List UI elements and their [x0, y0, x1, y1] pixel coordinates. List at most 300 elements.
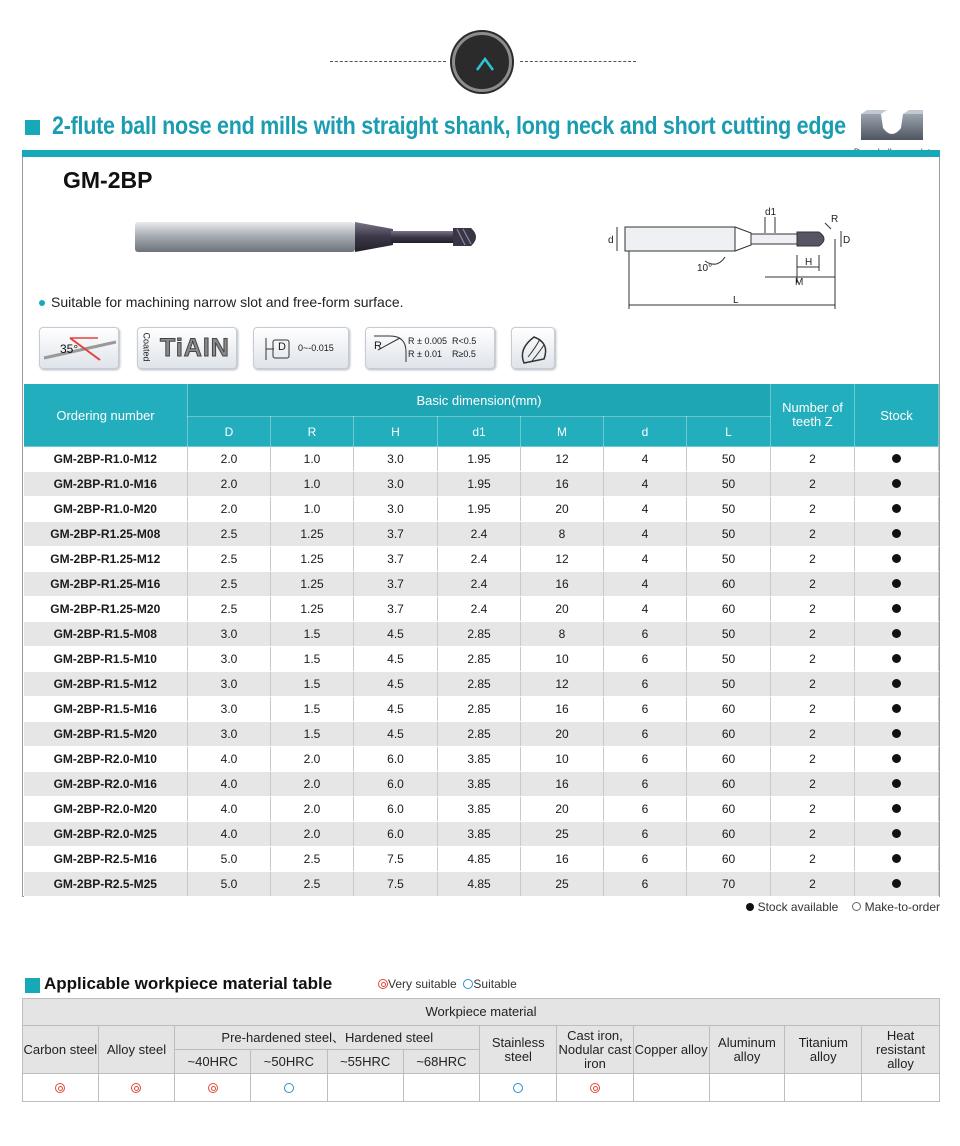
- cell-d1: 2.4: [438, 572, 521, 597]
- cell-m: 16: [521, 697, 604, 722]
- rating-cell: [23, 1074, 99, 1102]
- cell-h: 4.5: [354, 672, 438, 697]
- diameter-tolerance-badge: [253, 327, 349, 369]
- ball-nose-badge: [511, 327, 555, 369]
- cell-d: 3.0: [188, 697, 271, 722]
- cell-r: 2.0: [271, 797, 354, 822]
- cell-m: 25: [521, 822, 604, 847]
- very-suitable-icon: [55, 1083, 65, 1093]
- cell-r: 2.5: [271, 847, 354, 872]
- cell-d: 5.0: [188, 872, 271, 897]
- helix-angle-text: 35°: [60, 342, 79, 356]
- col-d-small: d: [604, 417, 687, 447]
- cell-d: 4.0: [188, 747, 271, 772]
- col-h: H: [354, 417, 438, 447]
- radius-tolerance-2: R ± 0.01 R≥0.5: [408, 349, 476, 359]
- cell-d: 2.5: [188, 572, 271, 597]
- cell-m: 20: [521, 722, 604, 747]
- mat-cast: Cast iron, Nodular cast iron: [557, 1026, 634, 1074]
- cell-h: 3.0: [354, 497, 438, 522]
- table-row: [24, 647, 939, 672]
- cell-h: 7.5: [354, 847, 438, 872]
- rating-cell: [403, 1074, 480, 1102]
- stock-available-icon: [892, 679, 901, 688]
- cell-z: 2: [771, 572, 855, 597]
- rating-cell: [251, 1074, 328, 1102]
- suitable-label: Suitable: [473, 977, 517, 991]
- stock-cell: [855, 797, 939, 822]
- chevron-up-icon: [470, 50, 500, 80]
- stock-cell: [855, 847, 939, 872]
- cell-d1: 2.4: [438, 522, 521, 547]
- diameter-label: D: [278, 341, 286, 353]
- stock-available-icon: [892, 579, 901, 588]
- cell-z: 2: [771, 522, 855, 547]
- cell-d1: 3.85: [438, 822, 521, 847]
- cell-z: 2: [771, 647, 855, 672]
- mat-alloy: Alloy steel: [98, 1026, 175, 1074]
- cell-m: 12: [521, 672, 604, 697]
- ball-nose-icon: [514, 329, 554, 369]
- mat-h68: ~68HRC: [403, 1050, 480, 1074]
- cell-d: 6: [604, 847, 687, 872]
- suitable-text: Suitable for machining narrow slot and free-form surface.: [51, 294, 404, 310]
- cell-m: 16: [521, 572, 604, 597]
- cell-l: 50: [687, 672, 771, 697]
- cell-h: 4.5: [354, 722, 438, 747]
- rating-cell: [175, 1074, 251, 1102]
- spec-table: [23, 383, 939, 897]
- cell-d: 4: [604, 447, 687, 472]
- stock-available-label: Stock available: [757, 900, 839, 914]
- coating-badge: [137, 327, 237, 369]
- table-row: [24, 847, 939, 872]
- rating-cell: [327, 1074, 403, 1102]
- cell-l: 60: [687, 747, 771, 772]
- suitable-icon: [513, 1083, 523, 1093]
- cell-d1: 4.85: [438, 847, 521, 872]
- cell-d1: 2.85: [438, 697, 521, 722]
- cell-l: 60: [687, 572, 771, 597]
- top-nav: [0, 30, 960, 94]
- make-to-order-label: Make-to-order: [864, 900, 940, 914]
- cell-r: 1.25: [271, 597, 354, 622]
- cell-d1: 2.85: [438, 622, 521, 647]
- cell-d1: 3.85: [438, 772, 521, 797]
- cell-m: 12: [521, 447, 604, 472]
- mat-aluminum: Aluminum alloy: [709, 1026, 785, 1074]
- cell-d: 6: [604, 697, 687, 722]
- cell-z: 2: [771, 447, 855, 472]
- cell-m: 8: [521, 522, 604, 547]
- cell-m: 16: [521, 472, 604, 497]
- material-header: Workpiece material: [23, 999, 940, 1026]
- table-row: [24, 722, 939, 747]
- cell-d: 4: [604, 572, 687, 597]
- cell-d1: 1.95: [438, 497, 521, 522]
- cell-z: 2: [771, 822, 855, 847]
- rating-cell: [633, 1074, 709, 1102]
- cell-l: 60: [687, 822, 771, 847]
- cell-z: 2: [771, 722, 855, 747]
- suitable-icon: [463, 979, 473, 989]
- material-legend: [378, 977, 517, 991]
- table-row: [24, 822, 939, 847]
- cell-d: 6: [604, 822, 687, 847]
- cell-d1: 1.95: [438, 447, 521, 472]
- cell-m: 8: [521, 622, 604, 647]
- cell-r: 2.0: [271, 772, 354, 797]
- diagram-label-r: R: [831, 214, 839, 225]
- square-bullet-icon: [25, 120, 40, 135]
- table-row: [24, 772, 939, 797]
- suitable-icon: [284, 1083, 294, 1093]
- scroll-up-button[interactable]: [452, 32, 512, 92]
- material-table: [22, 998, 940, 1102]
- stock-cell: [855, 597, 939, 622]
- cell-r: 1.5: [271, 647, 354, 672]
- stock-available-icon: [892, 479, 901, 488]
- cell-d1: 1.95: [438, 472, 521, 497]
- cell-r: 1.25: [271, 572, 354, 597]
- cell-d: 3.0: [188, 672, 271, 697]
- cell-m: 10: [521, 747, 604, 772]
- ordering-number: GM-2BP-R1.5-M16: [24, 697, 188, 722]
- cell-r: 1.5: [271, 722, 354, 747]
- mat-h40: ~40HRC: [175, 1050, 251, 1074]
- cell-h: 6.0: [354, 822, 438, 847]
- page-title: 2-flute ball nose end mills with straight shank, long neck and short cutting edge: [52, 112, 846, 140]
- cell-m: 20: [521, 597, 604, 622]
- cell-d1: 4.85: [438, 872, 521, 897]
- cell-h: 4.5: [354, 697, 438, 722]
- diagram-label-l: L: [733, 295, 739, 306]
- stock-cell: [855, 497, 939, 522]
- stock-cell: [855, 472, 939, 497]
- diagram-label-d1: d1: [765, 207, 777, 218]
- stock-cell: [855, 672, 939, 697]
- ordering-number: GM-2BP-R2.0-M20: [24, 797, 188, 822]
- col-r: R: [271, 417, 354, 447]
- square-bullet-icon: [25, 978, 40, 993]
- stock-cell: [855, 747, 939, 772]
- cell-z: 2: [771, 847, 855, 872]
- col-l: L: [687, 417, 771, 447]
- stock-cell: [855, 872, 939, 897]
- helix-angle-badge: [39, 327, 119, 369]
- cell-z: 2: [771, 547, 855, 572]
- cell-r: 1.5: [271, 622, 354, 647]
- cell-h: 3.7: [354, 597, 438, 622]
- cell-r: 1.0: [271, 472, 354, 497]
- coated-label: Coated: [141, 332, 152, 362]
- very-suitable-icon: [208, 1083, 218, 1093]
- col-d1: d1: [438, 417, 521, 447]
- stock-cell: [855, 447, 939, 472]
- cell-h: 3.0: [354, 447, 438, 472]
- cell-d: 6: [604, 672, 687, 697]
- cell-r: 2.5: [271, 872, 354, 897]
- end-mill-photo: [133, 215, 483, 259]
- table-row: [24, 447, 939, 472]
- cell-m: 20: [521, 797, 604, 822]
- cell-h: 4.5: [354, 647, 438, 672]
- ordering-number: GM-2BP-R2.0-M10: [24, 747, 188, 772]
- cell-m: 12: [521, 547, 604, 572]
- cell-h: 6.0: [354, 797, 438, 822]
- cell-l: 60: [687, 722, 771, 747]
- cell-r: 1.25: [271, 547, 354, 572]
- stock-available-icon: [892, 529, 901, 538]
- col-m: M: [521, 417, 604, 447]
- diameter-icon: [262, 334, 292, 364]
- cell-h: 6.0: [354, 772, 438, 797]
- mat-h55: ~55HRC: [327, 1050, 403, 1074]
- col-stock: Stock: [855, 384, 939, 447]
- table-row: [24, 547, 939, 572]
- stock-available-icon: [892, 704, 901, 713]
- cell-h: 3.0: [354, 472, 438, 497]
- coating-name: TiAlN: [160, 334, 230, 362]
- col-teeth: Number of teeth Z: [771, 384, 855, 447]
- spec-table-body: [24, 447, 939, 897]
- ordering-number: GM-2BP-R2.0-M25: [24, 822, 188, 847]
- material-section-header: [22, 974, 940, 996]
- cell-r: 1.25: [271, 522, 354, 547]
- diameter-tolerance: 0~-0.015: [298, 343, 334, 353]
- radius-label: R: [374, 340, 382, 352]
- ordering-number: GM-2BP-R1.25-M12: [24, 547, 188, 572]
- stock-cell: [855, 572, 939, 597]
- col-d-big: D: [188, 417, 271, 447]
- ordering-number: GM-2BP-R1.25-M08: [24, 522, 188, 547]
- cell-d: 4.0: [188, 822, 271, 847]
- stock-legend: [700, 900, 940, 914]
- cell-d: 5.0: [188, 847, 271, 872]
- cell-d: 4: [604, 597, 687, 622]
- stock-available-icon: [892, 504, 901, 513]
- stock-available-icon: [892, 779, 901, 788]
- mat-carbon: Carbon steel: [23, 1026, 99, 1074]
- cell-d: 2.0: [188, 472, 271, 497]
- ordering-number: GM-2BP-R1.0-M20: [24, 497, 188, 522]
- cell-r: 1.5: [271, 672, 354, 697]
- cell-z: 2: [771, 672, 855, 697]
- cell-z: 2: [771, 597, 855, 622]
- cell-z: 2: [771, 797, 855, 822]
- cell-m: 10: [521, 647, 604, 672]
- mat-h50: ~50HRC: [251, 1050, 328, 1074]
- cell-d: 3.0: [188, 722, 271, 747]
- cell-z: 2: [771, 697, 855, 722]
- cell-h: 6.0: [354, 747, 438, 772]
- cell-h: 7.5: [354, 872, 438, 897]
- cell-h: 4.5: [354, 622, 438, 647]
- cell-l: 50: [687, 522, 771, 547]
- very-suitable-icon: [590, 1083, 600, 1093]
- ordering-number: GM-2BP-R1.25-M16: [24, 572, 188, 597]
- cell-d: 2.0: [188, 497, 271, 522]
- cell-h: 3.7: [354, 522, 438, 547]
- ordering-number: GM-2BP-R1.5-M10: [24, 647, 188, 672]
- cell-l: 50: [687, 622, 771, 647]
- rating-cell: [785, 1074, 862, 1102]
- cell-l: 60: [687, 697, 771, 722]
- cell-r: 2.0: [271, 747, 354, 772]
- cell-d1: 2.4: [438, 597, 521, 622]
- cell-d: 2.5: [188, 522, 271, 547]
- stock-available-icon: [892, 829, 901, 838]
- cell-h: 3.7: [354, 547, 438, 572]
- ordering-number: GM-2BP-R2.5-M16: [24, 847, 188, 872]
- cell-d: 6: [604, 647, 687, 672]
- cell-l: 60: [687, 597, 771, 622]
- cell-l: 60: [687, 847, 771, 872]
- stock-cell: [855, 772, 939, 797]
- very-suitable-icon: [378, 979, 388, 989]
- stock-available-icon: [892, 454, 901, 463]
- cell-l: 50: [687, 547, 771, 572]
- table-row: [24, 522, 939, 547]
- cell-r: 1.0: [271, 447, 354, 472]
- stock-cell: [855, 697, 939, 722]
- cell-l: 70: [687, 872, 771, 897]
- stock-available-icon: [892, 754, 901, 763]
- rating-cell: [98, 1074, 175, 1102]
- cell-d: 4: [604, 522, 687, 547]
- cell-z: 2: [771, 622, 855, 647]
- stock-cell: [855, 647, 939, 672]
- cell-d: 6: [604, 722, 687, 747]
- ordering-number: GM-2BP-R1.5-M20: [24, 722, 188, 747]
- cell-z: 2: [771, 872, 855, 897]
- cell-d: 3.0: [188, 622, 271, 647]
- ordering-number: GM-2BP-R1.0-M16: [24, 472, 188, 497]
- make-to-order-icon: [852, 902, 861, 911]
- table-row: [24, 872, 939, 897]
- cell-d: 4: [604, 497, 687, 522]
- ordering-number: GM-2BP-R1.0-M12: [24, 447, 188, 472]
- nav-divider-left: [330, 61, 446, 62]
- rating-cell: [709, 1074, 785, 1102]
- cell-d: 4.0: [188, 797, 271, 822]
- cell-d1: 2.85: [438, 722, 521, 747]
- stock-available-icon: [892, 604, 901, 613]
- cell-d1: 2.85: [438, 647, 521, 672]
- ordering-number: GM-2BP-R1.5-M08: [24, 622, 188, 647]
- ordering-number: GM-2BP-R1.5-M12: [24, 672, 188, 697]
- cell-z: 2: [771, 497, 855, 522]
- radius-tolerance-badge: [365, 327, 495, 369]
- stock-cell: [855, 722, 939, 747]
- diagram-label-angle: 10°: [697, 263, 713, 274]
- ordering-number: GM-2BP-R2.5-M25: [24, 872, 188, 897]
- table-row: [24, 747, 939, 772]
- accent-bar: [22, 150, 940, 157]
- very-suitable-icon: [131, 1083, 141, 1093]
- rating-cell: [480, 1074, 557, 1102]
- diagram-label-m: M: [795, 277, 804, 288]
- cell-r: 1.5: [271, 697, 354, 722]
- material-ratings-row: [23, 1074, 940, 1102]
- cell-d: 2.5: [188, 597, 271, 622]
- cell-d: 6: [604, 797, 687, 822]
- section-header: [22, 110, 940, 150]
- cell-z: 2: [771, 747, 855, 772]
- diagram-label-d: d: [608, 235, 614, 246]
- cell-r: 2.0: [271, 822, 354, 847]
- mat-stainless: Stainless steel: [480, 1026, 557, 1074]
- cell-d: 6: [604, 747, 687, 772]
- cell-d: 2.5: [188, 547, 271, 572]
- stock-available-icon: [892, 854, 901, 863]
- helix-angle-icon: [40, 328, 120, 368]
- cell-l: 60: [687, 772, 771, 797]
- nav-divider-right: [520, 61, 636, 62]
- mat-heat: Heat resistant alloy: [862, 1026, 940, 1074]
- cell-d: 4: [604, 547, 687, 572]
- stock-cell: [855, 522, 939, 547]
- cell-d: 6: [604, 772, 687, 797]
- model-name: GM-2BP: [63, 167, 153, 193]
- stock-cell: [855, 622, 939, 647]
- stock-cell: [855, 822, 939, 847]
- cell-m: 16: [521, 772, 604, 797]
- ordering-number: GM-2BP-R1.25-M20: [24, 597, 188, 622]
- rating-cell: [862, 1074, 940, 1102]
- table-row: [24, 697, 939, 722]
- mat-pre-hardened: Pre-hardened steel、Hardened steel: [175, 1026, 480, 1050]
- stock-available-icon: [746, 903, 754, 911]
- stock-cell: [855, 547, 939, 572]
- cell-r: 1.0: [271, 497, 354, 522]
- stock-available-icon: [892, 554, 901, 563]
- table-row: [24, 797, 939, 822]
- mat-titanium: Titanium alloy: [785, 1026, 862, 1074]
- suitable-note: [39, 294, 404, 310]
- stock-available-icon: [892, 729, 901, 738]
- diagram-label-dd: D: [843, 235, 851, 246]
- cell-d: 6: [604, 872, 687, 897]
- cell-m: 16: [521, 847, 604, 872]
- bullet-dot-icon: [39, 300, 45, 306]
- cell-l: 60: [687, 797, 771, 822]
- very-suitable-label: Very suitable: [388, 977, 457, 991]
- cell-z: 2: [771, 772, 855, 797]
- cell-d1: 3.85: [438, 747, 521, 772]
- col-basic-dimension: Basic dimension(mm): [188, 384, 771, 417]
- product-panel: [22, 157, 940, 897]
- table-row: [24, 622, 939, 647]
- cell-l: 50: [687, 447, 771, 472]
- cell-l: 50: [687, 472, 771, 497]
- table-row: [24, 672, 939, 697]
- stock-available-icon: [892, 654, 901, 663]
- cell-d: 3.0: [188, 647, 271, 672]
- diagram-label-h: H: [805, 257, 813, 268]
- cell-d: 4.0: [188, 772, 271, 797]
- dimension-drawing: [605, 205, 855, 315]
- rating-cell: [557, 1074, 634, 1102]
- cell-d1: 2.85: [438, 672, 521, 697]
- cell-d1: 3.85: [438, 797, 521, 822]
- cell-m: 20: [521, 497, 604, 522]
- stock-available-icon: [892, 804, 901, 813]
- cell-m: 25: [521, 872, 604, 897]
- table-row: [24, 597, 939, 622]
- radius-tolerance-1: R ± 0.005 R<0.5: [408, 336, 477, 346]
- ordering-number: GM-2BP-R2.0-M16: [24, 772, 188, 797]
